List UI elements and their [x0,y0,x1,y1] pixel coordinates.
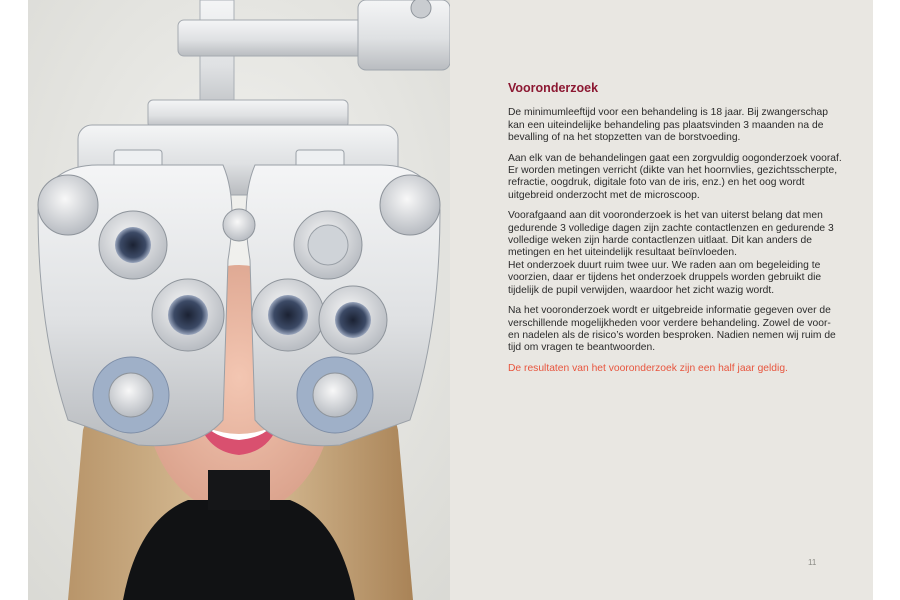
phoropter-photo [28,0,450,600]
paragraph-contact-lenses: Voorafgaand aan dit vooronderzoek is het van uiterst belang dat men gedurende 3 volledige dagen zijn zachte contactlenzen en gedurende 3 volledige weken zijn harde contactlenzen uitlaat. Dit kan anders de metingen en het uiteindelijk resultaat beïnvloeden. [508,210,834,259]
page-number: 11 [808,558,817,567]
text-page [450,0,873,600]
paragraph-eye-exam: Aan elk van de behandelingen gaat een zorgvuldig oogonderzoek vooraf. Er worden metingen verricht (dikte van het hoornvlies, gezichtsscherpte, refractie, oogdruk, digitale foto van de iris, enz.) en het oog wordt uitgebreid onderzocht met de microscoop. [508,152,842,201]
section-heading: Vooronderzoek [508,81,599,95]
validity-note: De resultaten van het vooronderzoek zijn een half jaar geldig. [508,362,788,374]
paragraph-information: Na het vooronderzoek wordt er uitgebreide informatie gegeven over de verschillende mogelijkheden voor verdere behandeling. Zowel de voor- en nadelen als de risico’s worden besproken. Nadien nemen wij ruim de tijd om vragen te beantwoorden. [508,305,836,354]
paragraph-duration: Het onderzoek duurt ruim twee uur. We raden aan om begeleiding te voorzien, daar er tijdens het onderzoek druppels worden gebruikt die tijdelijk de pupil verwijden, waardoor het zicht wazig wordt. [508,259,822,296]
text-column [508,82,843,383]
paragraph-minimum-age: De minimumleeftijd voor een behandeling is 18 jaar. Bij zwangerschap kan een uiteindelijke behandeling pas plaatsvinden 3 maanden na de bevalling of na het stopzetten van de borstvoeding. [508,107,828,144]
